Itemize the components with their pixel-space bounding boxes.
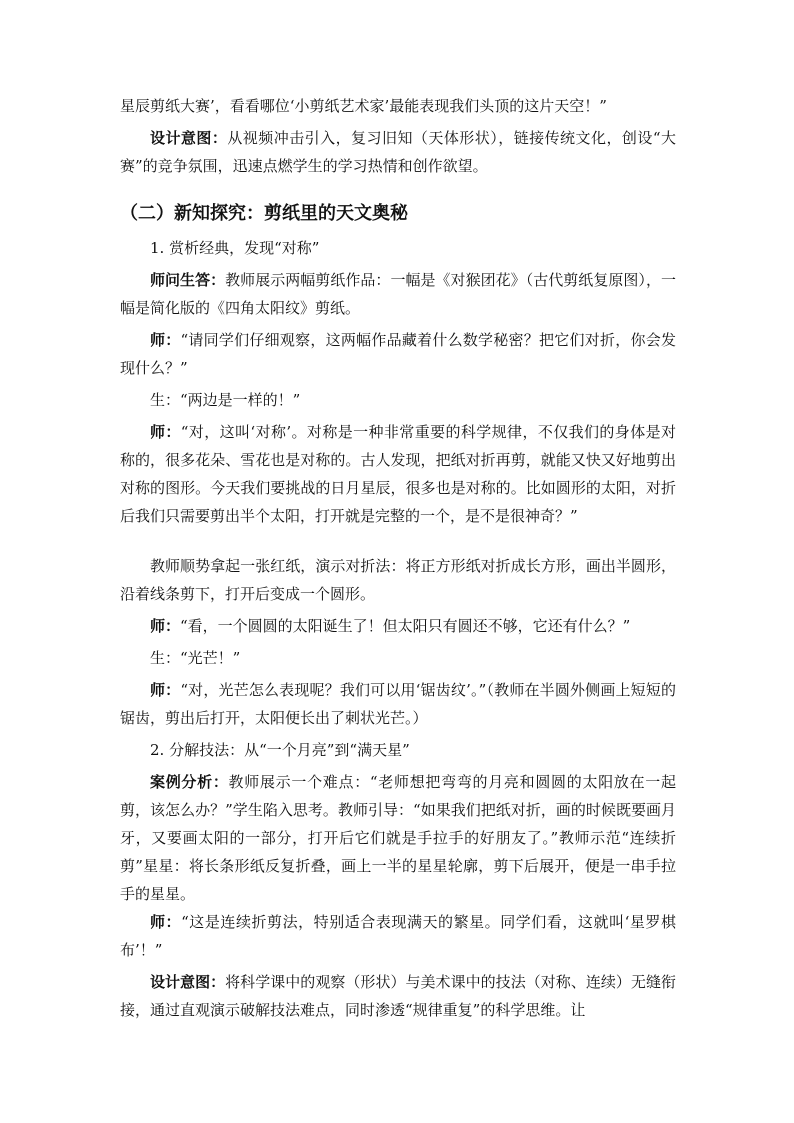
paragraph-intro-end bbox=[120, 92, 676, 120]
paragraph-design-intent-2 bbox=[120, 968, 676, 1024]
subheading-2: 2. 分解技法：从“一个月亮”到“满天星” bbox=[150, 741, 410, 759]
paragraph-text: 教师顺势拿起一张红纸，演示对折法：将正方形纸对折成长方形，画出半圆形，沿着线条剪下，打开后变成一个圆形。 bbox=[120, 557, 676, 603]
paragraph-text: 将科学课中的观察（形状）与美术课中的技法（对称、连续）无缝衔接，通过直观演示破解技法难点，同时渗透“规律重复”的科学思维。让 bbox=[120, 973, 676, 1019]
paragraph-text: “光芒！” bbox=[180, 649, 241, 667]
paragraph-text: “对，光芒怎么表现呢？我们可以用‘锯齿纹’。”（教师在半圆外侧画上短短的锯齿，剪出后打开，太阳便长出了刺状光芒。） bbox=[120, 681, 676, 727]
case-analysis-label: 案例分析： bbox=[150, 773, 229, 791]
student-label: 生： bbox=[150, 649, 181, 667]
paragraph-text: 教师展示一个难点：“老师想把弯弯的月亮和圆圆的太阳放在一起剪，该怎么办？”学生陷入思考。教师引导：“如果我们把纸对折，画的时候既要画月牙，又要画太阳的一部分，打开后它们就是手拉手的好朋友了。”教师示范“连续折剪”星星：将长条形纸反复折叠，画上一半的星星轮廓，剪下后展开，便是一串手拉手的星星。 bbox=[120, 773, 676, 903]
section-heading: （二）新知探究：剪纸里的天文奥秘 bbox=[120, 203, 408, 224]
subheading-1: 1. 赏析经典，发现“对称” bbox=[150, 239, 320, 257]
paragraph-text: 教师展示两幅剪纸作品：一幅是《对猴团花》（古代剪纸复原图），一幅是简化版的《四角太阳纹》剪纸。 bbox=[120, 271, 676, 317]
design-intent-label: 设计意图： bbox=[150, 973, 226, 991]
paragraph-text: “对，这叫‘对称’。对称是一种非常重要的科学规律，不仅我们的身体是对称的，很多花朵、雪花也是对称的。古人发现，把纸对折再剪，就能又快又好地剪出对称的图形。今天我们要挑战的日月星辰，很多也是对称的。比如圆形的太阳，对折后我们只需要剪出半个太阳，打开就是完整的一个，是不是很神奇？” bbox=[120, 423, 676, 525]
teacher-label: 师： bbox=[150, 617, 181, 635]
paragraph-student-2 bbox=[120, 644, 676, 672]
paragraph-text: 从视频冲击引入，复习旧知（天体形状），链接传统文化，创设“大赛”的竞争氛围，迅速点燃学生的学习热情和创作欲望。 bbox=[120, 129, 676, 175]
teacher-label: 师： bbox=[150, 681, 181, 699]
qa-label: 师问生答： bbox=[150, 271, 226, 289]
teacher-label: 师： bbox=[150, 331, 181, 349]
paragraph-text: “请同学们仔细观察，这两幅作品藏着什么数学秘密？把它们对折，你会发现什么？” bbox=[120, 331, 676, 377]
paragraph-design-intent-1 bbox=[120, 124, 676, 180]
student-label: 生： bbox=[150, 391, 181, 409]
paragraph-text: “两边是一样的！” bbox=[180, 391, 301, 409]
paragraph-teacher-1 bbox=[120, 326, 676, 382]
paragraph-teacher-4 bbox=[120, 676, 676, 732]
paragraph-teacher-5 bbox=[120, 908, 676, 964]
paragraph-qa bbox=[120, 266, 676, 322]
teacher-label: 师： bbox=[150, 913, 182, 931]
paragraph-text: “看，一个圆圆的太阳诞生了！但太阳只有圆还不够，它还有什么？” bbox=[180, 617, 631, 635]
paragraph-teacher-2 bbox=[120, 418, 676, 530]
teacher-label: 师： bbox=[150, 423, 181, 441]
paragraph-text: “这是连续折剪法，特别适合表现满天的繁星。同学们看，这就叫‘星罗棋布’！” bbox=[120, 913, 676, 959]
paragraph-demo bbox=[120, 552, 676, 608]
paragraph-case-analysis bbox=[120, 768, 676, 908]
paragraph-teacher-3 bbox=[120, 612, 676, 640]
paragraph-student-1 bbox=[120, 386, 676, 414]
paragraph-text: 星辰剪纸大赛’，看看哪位‘小剪纸艺术家’最能表现我们头顶的这片天空！” bbox=[120, 97, 607, 115]
design-intent-label: 设计意图： bbox=[150, 129, 228, 147]
